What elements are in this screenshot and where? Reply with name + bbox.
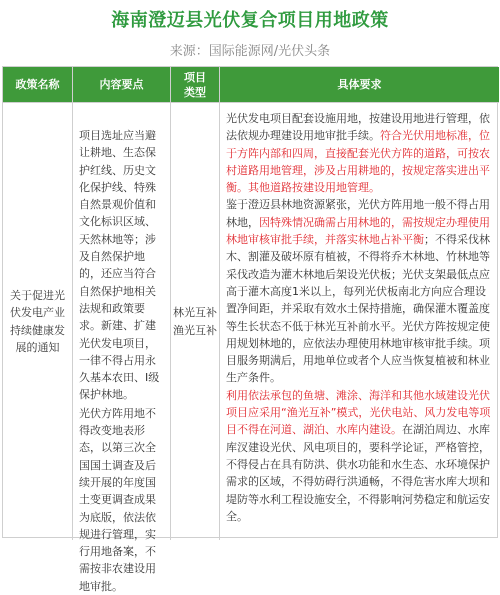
requirement-1-highlight: 符合光伏用地标准，位于方阵内部和四周，直接配套光伏方阵的道路，可按农村道路用地管理，涉及占用耕地的，按规定落实进出平衡。其他道路按建设用地管理。 [226, 129, 490, 195]
header-policy-name: 政策名称 [3, 67, 73, 102]
content-point-1: 项目选址应当避让耕地、生态保护红线、历史文化保护线、特殊自然景观价值和文化标识区域、天然林地等；涉及自然保护地的，还应当符合自然保护地相关法规和政策要求。新建、扩建光伏发电项目，一律不得占用永久基本农田、Ⅰ级保护林地。 [79, 129, 160, 402]
table-header [3, 67, 499, 102]
header-project-type: 项目 类型 [171, 67, 220, 102]
requirement-2-text-b: ；不得采伐林木、割灌及破坏原有植被，不得将乔木林地、竹林地等采伐改造为灌木林地后架设光伏板；光伏支架最低点应高于灌木高度1米以上，每列光伏板南北方向应合理设置净间距，并采取有效水土保持措施，确保灌木覆盖度等生长状态不低于林光互补前水平。光伏方阵按规定使用规划林地的，应依法办理使用林地审核审批手续。项目服务期满后，用地单位或者个人应当恢复植被和林业生产条件。 [226, 233, 490, 385]
requirement-1-text: 光伏发电项目配套设施用地，按建设用地进行管理，依法依规办理建设用地审批手续。 [226, 112, 490, 143]
content-point-2: 光伏方阵用地不得改变地表形态，以第三次全国国土调查及后续开展的年度国土变更调查成果为底版，依法依规进行管理，实行用地备案，不需按非农建设用地审批。 [79, 406, 156, 593]
table-row [3, 102, 499, 593]
requirement-3-text: 在湖泊周边、水库库汊建设光伏、风电项目的，要科学论证，严格管控，不得侵占在具有防洪、供水功能和水生态、水环境保护需求的区域，不得妨碍行洪通畅，不得危害水库大坝和堤防等水利工程设施安全，不得影响河势稳定和航运安全。 [226, 423, 490, 523]
page-title: 海南澄迈县光伏复合项目用地政策 [111, 10, 389, 31]
project-type-cell [171, 103, 220, 540]
requirement-3 [226, 387, 495, 525]
policy-name: 关于促进光伏发电产业持续健康发展的通知 [10, 288, 65, 354]
requirement-2-highlight: 因特殊情况确需占用林地的，需按规定办理使用林地审核审批手续，并落实林地占补平衡 [226, 215, 490, 247]
requirements-cell [220, 103, 499, 540]
content-points-cell [73, 103, 171, 593]
project-type: 林光互补渔光互补 [173, 306, 217, 337]
requirement-2-text-a: 鉴于澄迈县林地资源紧张，光伏方阵用地一般不得占用林地， [226, 198, 490, 229]
requirement-1 [226, 110, 495, 196]
requirement-3-highlight: 利用依法承包的鱼塘、滩涂、海洋和其他水域建设光伏项目应采用“渔光互补”模式，光伏电站、风力发电等项目不得在河道、湖泊、水库内建设。 [226, 388, 491, 437]
requirement-2 [226, 196, 495, 386]
policy-name-cell [3, 103, 73, 540]
source-subtitle: 来源：国际能源网/光伏头条 [169, 44, 331, 59]
header-content-points: 内容要点 [73, 67, 171, 102]
policy-table [2, 66, 498, 593]
header-requirements: 具体要求 [337, 78, 382, 91]
